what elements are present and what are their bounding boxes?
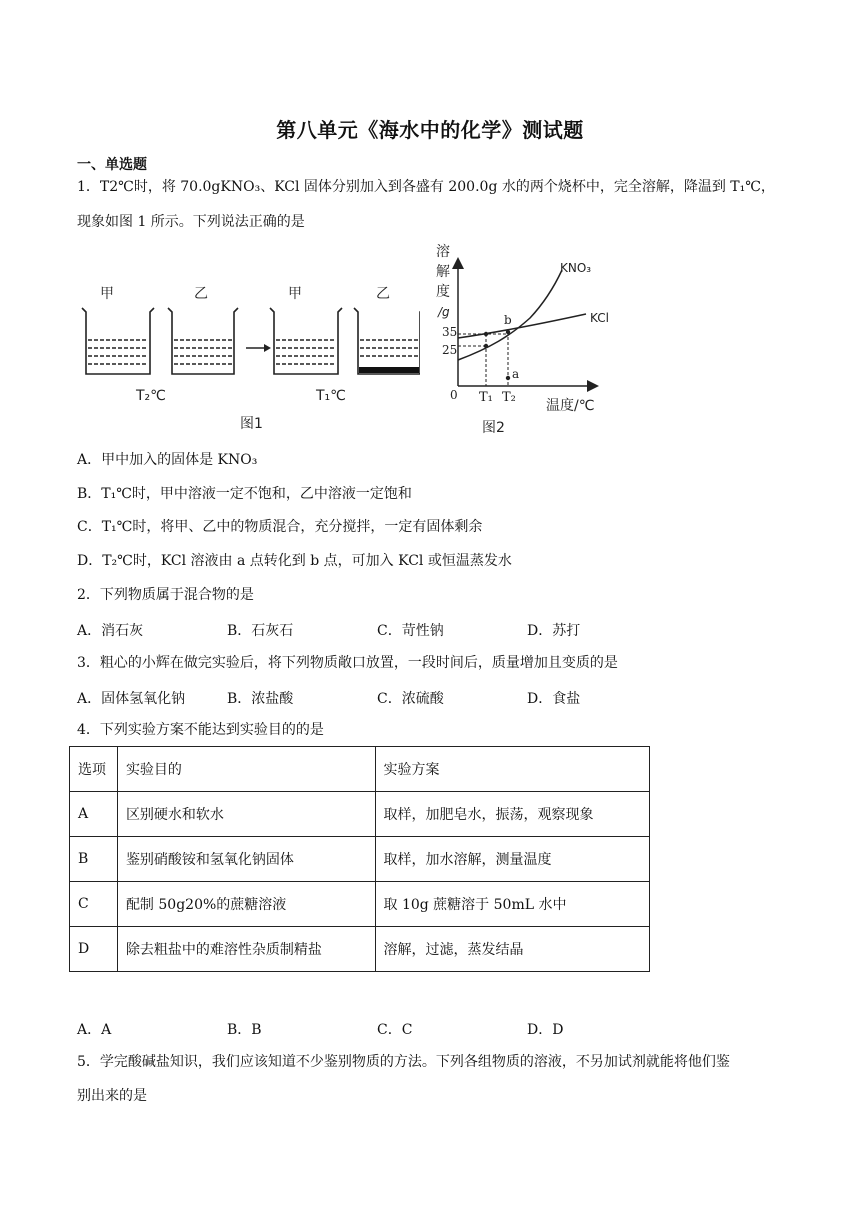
kcl-curve <box>458 314 586 338</box>
q1-option-b: B．T₁℃时，甲中溶液一定不饱和，乙中溶液一定饱和 <box>77 486 412 502</box>
row-a-option: A <box>70 792 118 837</box>
q2-option-c: C．苛性钠 <box>377 623 444 639</box>
y-axis-label-2: 解 <box>436 264 450 280</box>
kno3-point-t1 <box>484 344 488 348</box>
header-option: 选项 <box>70 747 118 792</box>
q4-option-b: B．B <box>227 1022 262 1038</box>
y-axis-unit: /g <box>438 305 450 319</box>
row-c-option: C <box>70 882 118 927</box>
point-b-marker <box>506 330 510 334</box>
q1-stem-line1: 1．T2℃时，将 70.0gKNO₃、KCl 固体分别加入到各盛有 200.0g 水的两个烧杯中，完全溶解，降温到 T₁℃， <box>77 179 775 195</box>
row-a-purpose: 区别硬水和软水 <box>117 792 375 837</box>
table-header-row <box>70 747 650 792</box>
q3-option-a: A．固体氢氧化钠 <box>77 691 186 707</box>
figure-1-beakers <box>70 278 420 438</box>
row-d-purpose: 除去粗盐中的难溶性杂质制精盐 <box>117 927 375 972</box>
section-heading: 一、单选题 <box>77 157 147 173</box>
row-c-purpose: 配制 50g20%的蔗糖溶液 <box>117 882 375 927</box>
q2-option-a: A．消石灰 <box>77 623 144 639</box>
q1-option-d: D．T₂℃时，KCl 溶液由 a 点转化到 b 点，可加入 KCl 或恒温蒸发水 <box>77 553 512 569</box>
q4-option-a: A．A <box>77 1022 112 1038</box>
point-a-marker <box>506 376 510 380</box>
x-axis-label: 温度/℃ <box>546 398 595 414</box>
tick-25: 25 <box>442 343 458 357</box>
y-axis-label-1: 溶 <box>436 244 450 260</box>
page-title: 第八单元《海水中的化学》测试题 <box>276 118 584 142</box>
row-b-option: B <box>70 837 118 882</box>
tick-35: 35 <box>442 325 458 339</box>
q5-stem-line1: 5．学完酸碱盐知识，我们应该知道不少鉴别物质的方法。下列各组物质的溶液，不另加试剂就能将他们鉴 <box>77 1054 730 1070</box>
origin-label: 0 <box>450 388 458 402</box>
row-d-option: D <box>70 927 118 972</box>
q3-stem: 3．粗心的小辉在做完实验后，将下列物质敞口放置，一段时间后，质量增加且变质的是 <box>77 655 618 671</box>
kno3-label: KNO₃ <box>560 261 592 275</box>
beaker-jia-t2 <box>82 308 154 374</box>
table-row <box>70 792 650 837</box>
q4-stem: 4．下列实验方案不能达到实验目的的是 <box>77 722 324 738</box>
table-row <box>70 927 650 972</box>
header-plan: 实验方案 <box>375 747 650 792</box>
t1-label: T₁ <box>479 390 493 405</box>
kcl-label: KCl <box>590 311 609 325</box>
fig1-temp-t1: T₁℃ <box>316 388 346 404</box>
beaker-yi-t1 <box>354 308 420 374</box>
fig1-temp-t2: T₂℃ <box>136 388 166 404</box>
fig2-caption: 图2 <box>482 420 505 436</box>
row-c-plan: 取 10g 蔗糖溶于 50mL 水中 <box>375 882 650 927</box>
q1-option-a: A．甲中加入的固体是 KNO₃ <box>77 452 258 468</box>
fig1-label-yi-left: 乙 <box>194 286 208 302</box>
y-axis-label-3: 度 <box>436 284 450 300</box>
fig1-label-yi-right: 乙 <box>376 286 390 302</box>
q4-option-d: D．D <box>527 1022 564 1038</box>
q2-stem: 2．下列物质属于混合物的是 <box>77 587 254 603</box>
q4-table <box>69 746 650 972</box>
q2-option-d: D．苏打 <box>527 623 581 639</box>
figure-2-solubility-graph <box>430 240 630 440</box>
table-row <box>70 882 650 927</box>
arrow-icon <box>246 344 271 352</box>
q3-option-c: C．浓硫酸 <box>377 691 444 707</box>
point-b-label: b <box>504 313 512 327</box>
point-a-label: a <box>512 367 520 381</box>
t2-label: T₂ <box>502 390 516 405</box>
table-row <box>70 837 650 882</box>
fig1-caption: 图1 <box>240 416 263 432</box>
q5-stem-line2: 别出来的是 <box>77 1088 147 1104</box>
beaker-jia-t1 <box>270 308 342 374</box>
q1-stem-line2: 现象如图 1 所示。下列说法正确的是 <box>77 214 305 230</box>
row-d-plan: 溶解，过滤，蒸发结晶 <box>375 927 650 972</box>
intersection-point-t1 <box>484 332 488 336</box>
fig1-label-jia-right: 甲 <box>288 286 302 302</box>
q1-option-c: C．T₁℃时，将甲、乙中的物质混合，充分搅拌，一定有固体剩余 <box>77 519 483 535</box>
row-b-purpose: 鉴别硝酸铵和氢氧化钠固体 <box>117 837 375 882</box>
header-purpose: 实验目的 <box>117 747 375 792</box>
q4-option-c: C．C <box>377 1022 413 1038</box>
row-a-plan: 取样，加肥皂水，振荡，观察现象 <box>375 792 650 837</box>
row-b-plan: 取样，加水溶解，测量温度 <box>375 837 650 882</box>
q3-option-b: B．浓盐酸 <box>227 691 294 707</box>
q2-option-b: B．石灰石 <box>227 623 294 639</box>
q3-option-d: D．食盐 <box>527 691 581 707</box>
beaker-yi-t2 <box>168 308 238 374</box>
fig1-label-jia-left: 甲 <box>100 286 114 302</box>
